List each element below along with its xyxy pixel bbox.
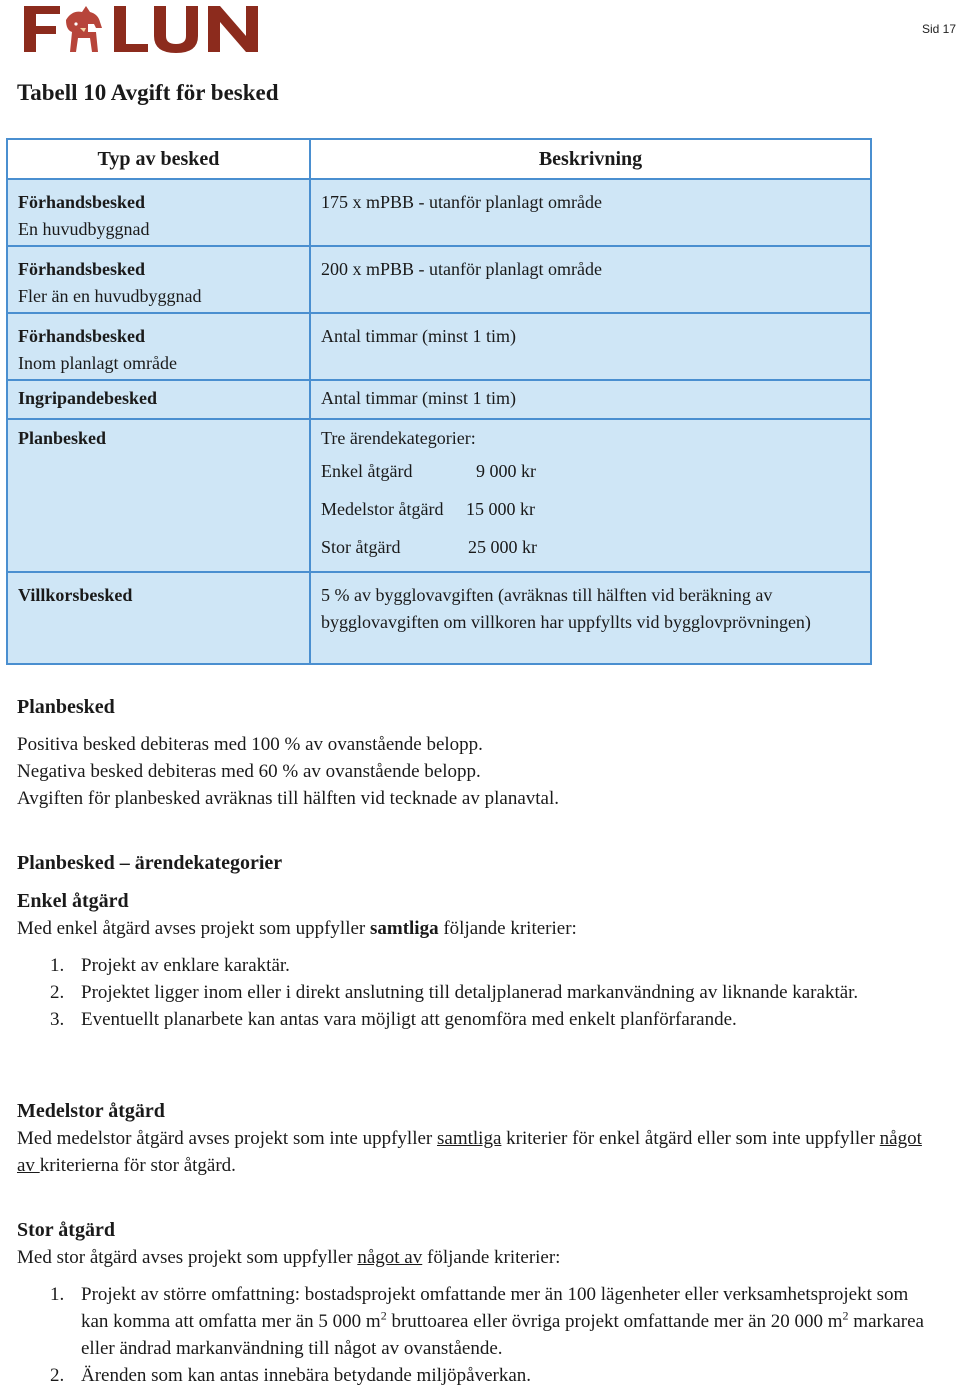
enkel-intro-text: följande kriterier: (438, 918, 577, 939)
superscript: 2 (842, 1308, 849, 1323)
enkel-section (17, 888, 927, 1033)
type-cell (7, 313, 310, 380)
type-sublabel: Fler än en huvudbyggnad (18, 286, 202, 306)
stor-intro-underlined: något av (357, 1247, 423, 1268)
category-row (321, 452, 860, 490)
description-cell: 175 x mPBB - utanför planlagt område (310, 179, 871, 246)
list-number: 1. (50, 955, 65, 976)
type-cell (7, 246, 310, 313)
type-label: Förhandsbesked (18, 326, 146, 346)
type-label: Förhandsbesked (18, 259, 146, 279)
page-number: Sid 17 (921, 22, 956, 36)
type-cell (7, 380, 310, 419)
medelstor-text (17, 1125, 927, 1179)
falun-logo (22, 2, 267, 56)
list-number: 2. (50, 982, 65, 1003)
category-amount: 9 000 kr (476, 461, 536, 481)
table-row (7, 380, 871, 419)
enkel-intro-bold: samtliga (369, 918, 439, 939)
list-text: markarea eller ändrad markanvändning till något av ovanstående. (81, 1311, 924, 1359)
planbesked-line: Avgiften för planbesked avräknas till hälften vid tecknade av planavtal. (17, 788, 560, 809)
type-sublabel: En huvudbyggnad (18, 219, 150, 239)
medelstor-underlined: samtliga (437, 1128, 502, 1149)
category-name: Stor åtgärd (321, 537, 401, 557)
list-text: Ärenden som kan antas innebära betydande miljöpåverkan. (81, 1365, 532, 1386)
header-description: Beskrivning (310, 139, 871, 179)
list-text: Projekt av enklare karaktär. (81, 955, 290, 976)
description-cell: Antal timmar (minst 1 tim) (310, 380, 871, 419)
table-row (7, 572, 871, 664)
planbesked-line: Negativa besked debiteras med 60 % av ovanstående belopp. (17, 761, 481, 782)
type-label: Förhandsbesked (18, 192, 146, 212)
header-type: Typ av besked (7, 139, 310, 179)
page-header (0, 0, 960, 60)
table-title: Tabell 10 Avgift för besked (17, 80, 279, 105)
category-amount: 15 000 kr (466, 499, 535, 519)
enkel-intro-text: Med enkel åtgärd avses projekt som uppfyller (17, 918, 370, 939)
category-name: Enkel åtgärd (321, 461, 413, 481)
list-number: 1. (50, 1284, 65, 1305)
planbesked-line: Positiva besked debiteras med 100 % av ovanstående belopp. (17, 734, 483, 755)
enkel-criteria-list (17, 952, 927, 1033)
list-item (17, 952, 927, 979)
stor-section (17, 1217, 927, 1389)
table-header-row (7, 139, 871, 179)
medelstor-heading: Medelstor åtgärd (17, 1100, 165, 1122)
table-row (7, 179, 871, 246)
list-item (17, 1006, 927, 1033)
description-cell: 200 x mPBB - utanför planlagt område (310, 246, 871, 313)
table-row (7, 313, 871, 380)
type-label: Ingripandebesked (18, 388, 158, 408)
categories-heading: Planbesked – ärendekategorier (17, 852, 283, 874)
enkel-intro (17, 915, 927, 942)
list-text: bruttoarea eller övriga projekt omfattande mer än 20 000 m (386, 1311, 843, 1332)
type-label: Villkorsbesked (18, 585, 133, 605)
medelstor-section (17, 1098, 927, 1179)
medelstor-underlined: något av (17, 1128, 922, 1176)
stor-criteria-list (17, 1281, 927, 1389)
category-row (321, 528, 860, 566)
type-cell (7, 419, 310, 572)
table-row (7, 419, 871, 572)
type-label: Planbesked (18, 428, 107, 448)
category-name: Medelstor åtgärd (321, 499, 444, 519)
medelstor-text-part: kriterierna för stor åtgärd. (39, 1155, 236, 1176)
type-cell (7, 179, 310, 246)
superscript: 2 (380, 1308, 387, 1323)
categories-heading-block (17, 850, 927, 877)
stor-intro (17, 1244, 927, 1271)
stor-intro-text: Med stor åtgärd avses projekt som uppfyller (17, 1247, 358, 1268)
description-cell: 5 % av bygglovavgiften (avräknas till hälften vid beräkning av bygglovavgiften om villkoren har uppfyllts vid bygglovprövningen) (310, 572, 871, 664)
list-item (17, 1362, 927, 1389)
category-amount: 25 000 kr (468, 537, 537, 557)
list-text: Projekt av större omfattning: bostadsprojekt omfattande mer än 100 lägenheter eller verksamhetsprojekt som kan komma att omfatta mer än 5 000 m (81, 1284, 909, 1332)
list-text: Eventuellt planarbete kan antas vara möjligt att genomföra med enkelt planförfarande. (81, 1009, 737, 1030)
medelstor-text-part: kriterier för enkel åtgärd eller som inte uppfyller (501, 1128, 880, 1149)
list-number: 3. (50, 1009, 65, 1030)
description-cell: Antal timmar (minst 1 tim) (310, 313, 871, 380)
list-item (17, 979, 927, 1006)
description-cell (310, 419, 871, 572)
type-cell (7, 572, 310, 664)
medelstor-text-part: Med medelstor åtgärd avses projekt som inte uppfyller (17, 1128, 438, 1149)
type-sublabel: Inom planlagt område (18, 353, 177, 373)
planbesked-heading: Planbesked (17, 696, 115, 718)
fee-table (6, 138, 872, 665)
category-row (321, 490, 860, 528)
list-text: Projektet ligger inom eller i direkt anslutning till detaljplanerad markanvändning av liknande karaktär. (81, 982, 859, 1003)
planbesked-section (17, 694, 927, 812)
category-intro: Tre ärendekategorier: (321, 428, 476, 448)
list-item (17, 1281, 927, 1362)
list-number: 2. (50, 1365, 65, 1386)
table-row (7, 246, 871, 313)
stor-heading: Stor åtgärd (17, 1219, 115, 1241)
enkel-heading: Enkel åtgärd (17, 890, 129, 912)
stor-intro-text: följande kriterier: (422, 1247, 561, 1268)
